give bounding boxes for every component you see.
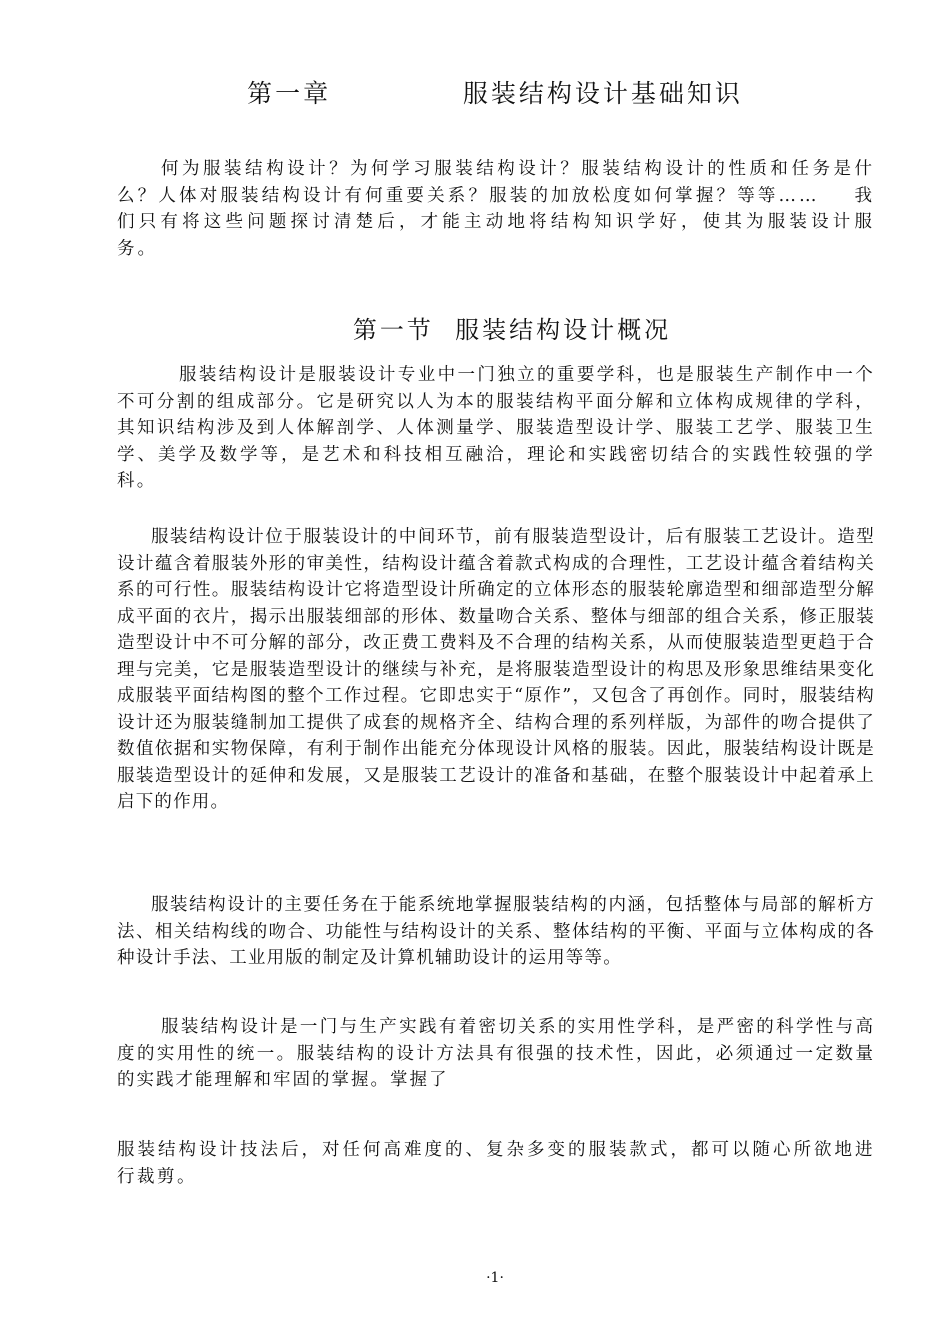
body-paragraph: 服装结构设计是服装设计专业中一门独立的重要学科，也是服装生产制作中一个不可分割的组成部分。它是研究以人为本的服装结构平面分解和立体构成规律的学科，其知识结构涉及到人体解剖学、人体测量学、服装造型设计学、服装工艺学、服装卫生学、美学及数学等，是艺术和科技相互融洽，理论和实践密切结合的实践性较强的学科。	[117, 365, 875, 491]
chapter-title: 第一章 服装结构设计基础知识	[247, 79, 743, 108]
body-paragraph: 服装结构设计技法后，对任何高难度的、复杂多变的服装款式，都可以随心所欲地进行裁剪。	[117, 1140, 875, 1187]
page-number: ·1·	[486, 1270, 504, 1286]
intro-paragraph: 何为服装结构设计？为何学习服装结构设计？服装结构设计的性质和任务是什么？人体对服装结构设计有何重要关系？服装的加放松度如何掌握？等等…… 我们只有将这些问题探讨清楚后，才能主动地将结构知识学好，使其为服装设计服务。	[117, 159, 875, 259]
body-paragraph: 服装结构设计是一门与生产实践有着密切关系的实用性学科，是严密的科学性与高度的实用性的统一。服装结构的设计方法具有很强的技术性，因此，必须通过一定数量的实践才能理解和牢固的掌握。掌握了	[117, 1017, 875, 1090]
body-paragraph: 服装结构设计位于服装设计的中间环节，前有服装造型设计，后有服装工艺设计。造型设计蕴含着服装外形的审美性，结构设计蕴含着款式构成的合理性，工艺设计蕴含着结构关系的可行性。服装结构设计它将造型设计所确定的立体形态的服装轮廓造型和细部造型分解成平面的衣片，揭示出服装细部的形体、数量吻合关系、整体与细部的组合关系，修正服装造型设计中不可分解的部分，改正费工费料及不合理的结构关系，从而使服装造型更趋于合理与完美，它是服装造型设计的继续与补充，是将服装造型设计的构思及形象思维结果变化成服装平面结构图的整个工作过程。它即忠实于“原作”，又包含了再创作。同时，服装结构设计还为服装缝制加工提供了成套的规格齐全、结构合理的系列样版，为部件的吻合提供了数值依据和实物保障，有利于制作出能充分体现设计风格的服装。因此，服装结构设计既是服装造型设计的延伸和发展，又是服装工艺设计的准备和基础，在整个服装设计中起着承上启下的作用。	[117, 527, 875, 812]
section-title: 第一节 服装结构设计概况	[352, 316, 672, 344]
body-paragraph: 服装结构设计的主要任务在于能系统地掌握服装结构的内涵，包括整体与局部的解析方法、相关结构线的吻合、功能性与结构设计的关系、整体结构的平衡、平面与立体构成的各种设计手法、工业用版的制定及计算机辅助设计的运用等等。	[117, 895, 875, 968]
